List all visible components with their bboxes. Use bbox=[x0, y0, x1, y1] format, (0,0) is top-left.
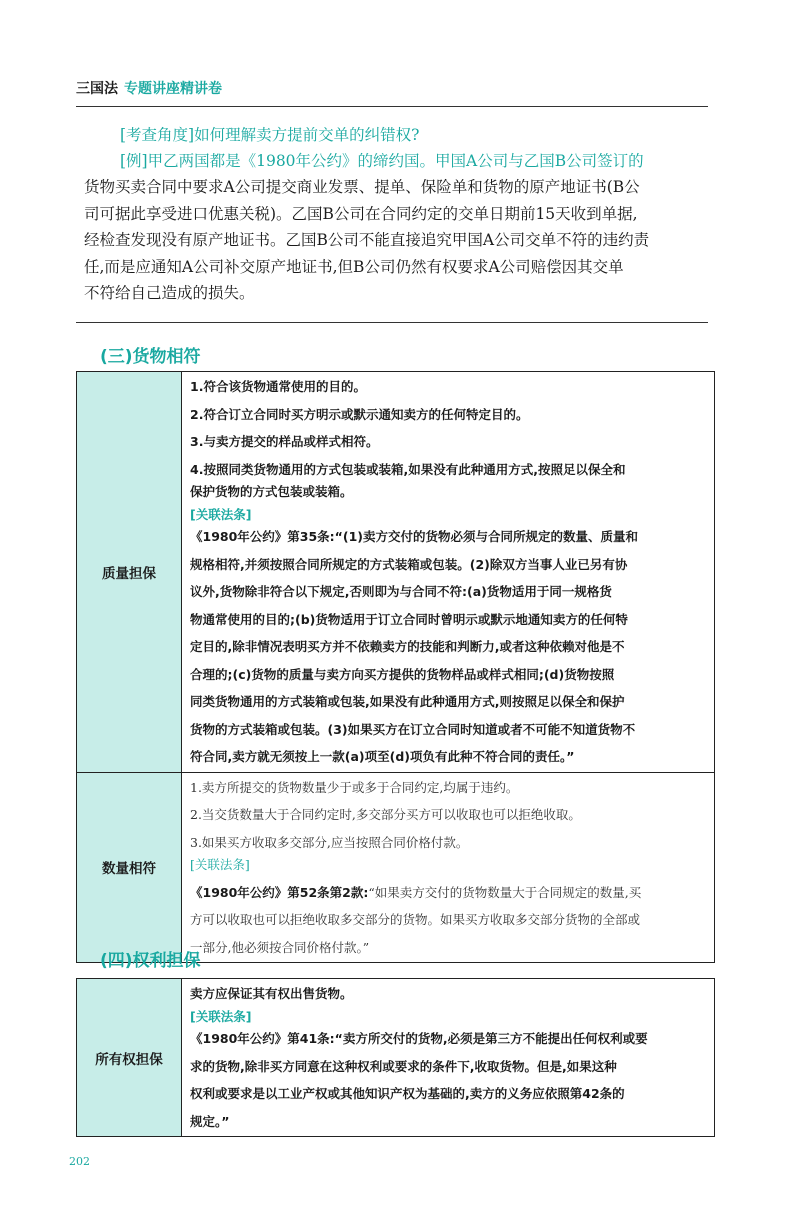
list-item: 1.卖方所提交的货物数量少于或多于合同约定,均属于违约。 bbox=[190, 779, 519, 795]
section-title: (三)货物相符 bbox=[100, 347, 201, 367]
list-item: 3.与卖方提交的样品或样式相符。 bbox=[190, 434, 379, 449]
law-text-line: 同类货物通用的方式装箱或包装,如果没有此种通用方式,则按照足以保全和保护 bbox=[190, 694, 625, 709]
example-rule bbox=[76, 322, 708, 323]
law-text-line: 规格相符,并须按照合同所规定的方式装箱或包装。(2)除双方当事人业已另有协 bbox=[190, 556, 628, 572]
list-item: 3.如果买方收取多交部分,应当按照合同价格付款。 bbox=[190, 834, 469, 850]
intro-line: 卖方应保证其有权出售货物。 bbox=[190, 986, 353, 1001]
law-text-line: 物通常使用的目的;(b)货物适用于订立合同时曾明示或默示地通知卖方的任何特 bbox=[190, 611, 628, 627]
table-row bbox=[77, 372, 715, 773]
example-line: 货物买卖合同中要求A公司提交商业发票、提单、保险单和货物的原产地证书(B公 bbox=[84, 178, 640, 196]
law-text-line: 《1980年公约》第35条:“(1)卖方交付的货物必须与合同所规定的数量、质量和 bbox=[190, 529, 639, 544]
page-number: 202 bbox=[69, 1155, 90, 1168]
law-text-line bbox=[190, 882, 714, 905]
list-item: 2.符合订立合同时买方明示或默示通知卖方的任何特定目的。 bbox=[190, 406, 529, 422]
related-law-label: [关联法条] bbox=[190, 1008, 252, 1024]
row-content bbox=[182, 772, 715, 963]
table-row bbox=[77, 979, 715, 1137]
example-line: 司可据此享受进口优惠关税)。乙国B公司在合同约定的交单日期前15天收到单据, bbox=[84, 204, 638, 223]
law-text-line: 规定。” bbox=[190, 1113, 230, 1129]
book-title: 三国法 bbox=[76, 81, 118, 97]
law-text-line: 求的货物,除非买方同意在这种权利或要求的条件下,收取货物。但是,如果这种 bbox=[190, 1058, 617, 1074]
running-header bbox=[76, 78, 222, 98]
goods-conformity-table bbox=[76, 371, 715, 963]
example-line: [例]甲乙两国都是《1980年公约》的缔约国。甲国A公司与乙国B公司签订的 bbox=[120, 152, 644, 170]
list-item: 1.符合该货物通常使用的目的。 bbox=[190, 379, 366, 394]
row-label: 数量相符 bbox=[77, 772, 182, 963]
example-line: 不符给自己造成的损失。 bbox=[84, 284, 255, 303]
law-text-line: 一部分,他必须按合同价格付款。” bbox=[190, 939, 370, 955]
law-text-line: 货物的方式装箱或包装。(3)如果买方在订立合同时知道或者不可能不知道货物不 bbox=[190, 721, 636, 737]
row-content bbox=[182, 372, 715, 773]
section-title: (四)权利担保 bbox=[100, 951, 201, 971]
example-block bbox=[84, 122, 704, 307]
law-text-line: 议外,货物除非符合以下规定,否则即为与合同不符:(a)货物适用于同一规格货 bbox=[190, 584, 612, 599]
law-text-line: 符合同,卖方就无须按上一款(a)项至(d)项负有此种不符合同的责任。” bbox=[190, 749, 575, 764]
table-row bbox=[77, 772, 715, 963]
row-label: 所有权担保 bbox=[77, 979, 182, 1137]
book-subtitle: 专题讲座精讲卷 bbox=[124, 81, 222, 97]
row-content bbox=[182, 979, 715, 1137]
list-item: 保护货物的方式包装或装箱。 bbox=[190, 484, 353, 499]
header-rule bbox=[76, 106, 708, 107]
law-quote: “如果卖方交付的货物数量大于合同规定的数量,买 bbox=[368, 884, 642, 900]
law-text-line: 方可以收取也可以拒绝收取多交部分的货物。如果买方收取多交部分货物的全部或 bbox=[190, 912, 641, 927]
row-label: 质量担保 bbox=[77, 372, 182, 773]
law-text-line: 定目的,除非情况表明买方并不依赖卖方的技能和判断力,或者这种依赖对他是不 bbox=[190, 639, 625, 654]
example-line: 经检查发现没有原产地证书。乙国B公司不能直接追究甲国A公司交单不符的违约责 bbox=[84, 231, 650, 250]
example-line: 任,而是应通知A公司补交原产地证书,但B公司仍然有权要求A公司赔偿因其交单 bbox=[84, 257, 624, 276]
title-warranty-table bbox=[76, 978, 715, 1137]
list-item: 4.按照同类货物通用的方式包装或装箱,如果没有此种通用方式,按照足以保全和 bbox=[190, 461, 626, 477]
related-law-label: [关联法条] bbox=[190, 506, 252, 522]
list-item: 2.当交货数量大于合同约定时,多交部分买方可以收取也可以拒绝收取。 bbox=[190, 807, 581, 822]
law-citation: 《1980年公约》第52条第2款: bbox=[190, 884, 369, 900]
law-text-line: 《1980年公约》第41条:“卖方所交付的货物,必须是第三方不能提出任何权利或要 bbox=[190, 1031, 648, 1046]
related-law-label: [关联法条] bbox=[190, 857, 250, 872]
law-text-line: 合理的;(c)货物的质量与卖方向买方提供的货物样品或样式相同;(d)货物按照 bbox=[190, 666, 615, 682]
kaocha-line: [考查角度]如何理解卖方提前交单的纠错权? bbox=[120, 126, 420, 144]
law-text-line: 权利或要求是以工业产权或其他知识产权为基础的,卖方的义务应依照第42条的 bbox=[190, 1086, 625, 1101]
